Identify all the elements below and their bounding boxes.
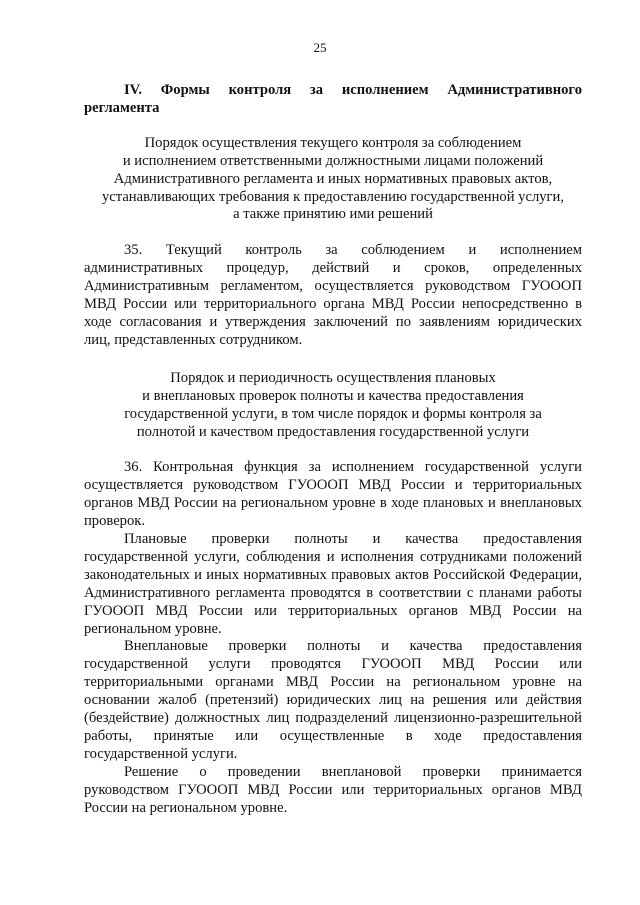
subsection-heading-inspections (84, 370, 582, 442)
document-body (84, 82, 582, 818)
paragraph-36: 36. Контрольная функция за исполнением государственной услуги осуществляется руководством ГУОООП МВД России и территориальных органов МВД России на региональном уровне в ходе плановых и внеплановых проверок. (84, 459, 582, 530)
subsection-heading-line: Порядок осуществления текущего контроля за соблюдением (144, 134, 522, 151)
subsection-heading-line: Административного регламента и иных нормативных правовых актов, (113, 170, 553, 187)
subsection-heading-line: а также принятию ими решений (233, 206, 433, 223)
paragraph-inspection-decision: Решение о проведении внеплановой проверки принимается руководством ГУОООП МВД России или территориальных органов МВД России на региональном уровне. (84, 763, 582, 816)
paragraph-35: 35. Текущий контроль за соблюдением и исполнением административных процедур, действий и сроков, определенных Административным регламентом, осуществляется руководством ГУОООП МВД России или территориального органа МВД России непосредственно в ходе согласования и утверждения заключений по заявлениям юридических лиц, представленных сотрудником. (84, 242, 582, 348)
subsection-heading-line: и исполнением ответственными должностными лицами положений (122, 152, 544, 169)
subsection-heading-line: Порядок и периодичность осуществления плановых (170, 369, 496, 386)
paragraph-planned-inspections: Плановые проверки полноты и качества предоставления государственной услуги, соблюдения и исполнения сотрудниками положений законодательных и иных нормативных правовых актов Российской Федерации, Административного регламента проводятся в соответствии с планами работы ГУОООП МВД России или территориальных органов МВД России на региональном уровне. (84, 531, 582, 637)
subsection-heading-line: государственной услуги, в том числе порядок и формы контроля за (124, 405, 542, 422)
page-number: 25 (313, 40, 327, 55)
subsection-heading-current-control (84, 135, 582, 225)
subsection-heading-line: полнотой и качеством предоставления государственной услуги (136, 423, 530, 440)
section-heading: IV. Формы контроля за исполнением Административного регламента (84, 82, 582, 116)
subsection-heading-line: и внеплановых проверок полноты и качества предоставления (142, 387, 524, 404)
subsection-heading-line: устанавливающих требования к предоставлению государственной услуги, (102, 188, 564, 205)
paragraph-unplanned-inspections: Внеплановые проверки полноты и качества предоставления государственной услуги проводятся ГУОООП МВД России или территориальными органами МВД России на региональном уровне на основании жалоб (претензий) юридических лиц на решения или действия (бездействие) должностных лиц подразделений лицензионно-разрешительной работы, принятые или осуществленные в ходе предоставления государственной услуги. (84, 638, 582, 762)
